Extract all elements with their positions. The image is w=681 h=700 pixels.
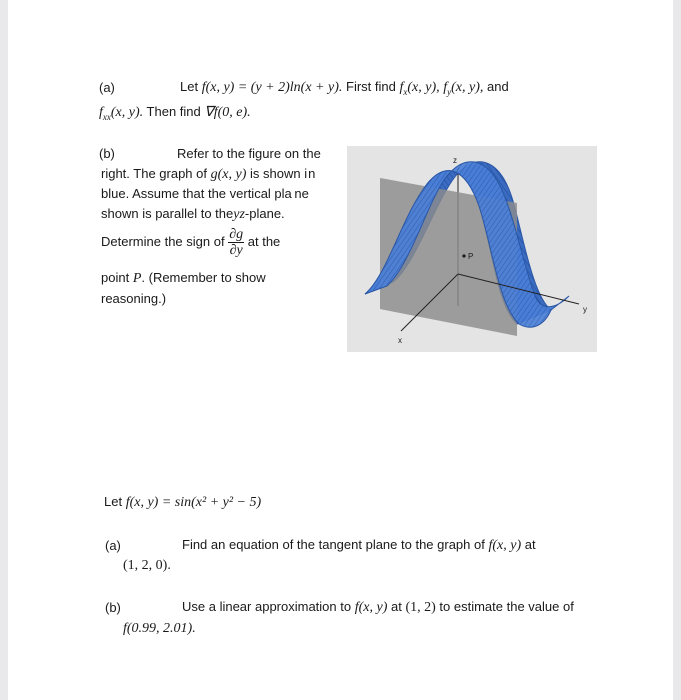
q2-a-point: (1, 2, 0).: [123, 558, 171, 573]
document-page: [8, 0, 673, 700]
q1-b-line6: point P. (Remember to show: [101, 270, 266, 286]
q1-b-line5: Determine the sign of $\frac{\partial g}{\partial y}$ at the: [101, 227, 281, 259]
q2-a-label: (a): [105, 538, 121, 553]
q1-b-line2: right. The graph of g(x, y) is shown i n: [101, 166, 316, 182]
partial-derivative-fraction: $\frac{\partial g}{\partial y}$: [229, 227, 244, 259]
q1-a-line1: Let f(x, y) = (y + 2)ln(x + y). First find $f_x(x$, y), $f_y(x$, y), and: [180, 79, 509, 97]
point-p-label: P: [468, 252, 474, 261]
z-axis-label: z: [453, 156, 457, 165]
q2-a-line1: Find an equation of the tangent plane to the graph of f(x, y) at: [182, 537, 536, 553]
q1-a-line2: $f_{xx}(x$, y). Then find ∇f(0, e).: [99, 104, 251, 122]
q2-b-label: (b): [105, 600, 121, 615]
q1-b-label: (b): [99, 146, 115, 161]
q2-intro: Let f(x, y) = sin(x² + y² − 5): [104, 494, 262, 510]
q1-b-line7: reasoning.): [101, 291, 167, 306]
q1-b-line4: shown is parallel to theyz-plane.: [101, 206, 285, 222]
x-axis-label: x: [398, 336, 402, 345]
q1-a-label: (a): [99, 80, 115, 95]
surface-plot-svg: [347, 146, 597, 352]
surface-figure: [347, 146, 597, 352]
q2-b-line1: Use a linear approximation to f(x, y) at (1, 2) to estimate the value of: [182, 599, 574, 615]
q1-b-line1: Refer to the figure on the: [177, 146, 321, 161]
q1-b-line3: blue. Assume that the vertical pla ne: [101, 186, 309, 201]
y-axis-label: y: [583, 305, 587, 314]
point-p-marker: [462, 254, 465, 257]
q2-b-eval: f(0.99, 2.01).: [123, 621, 196, 636]
